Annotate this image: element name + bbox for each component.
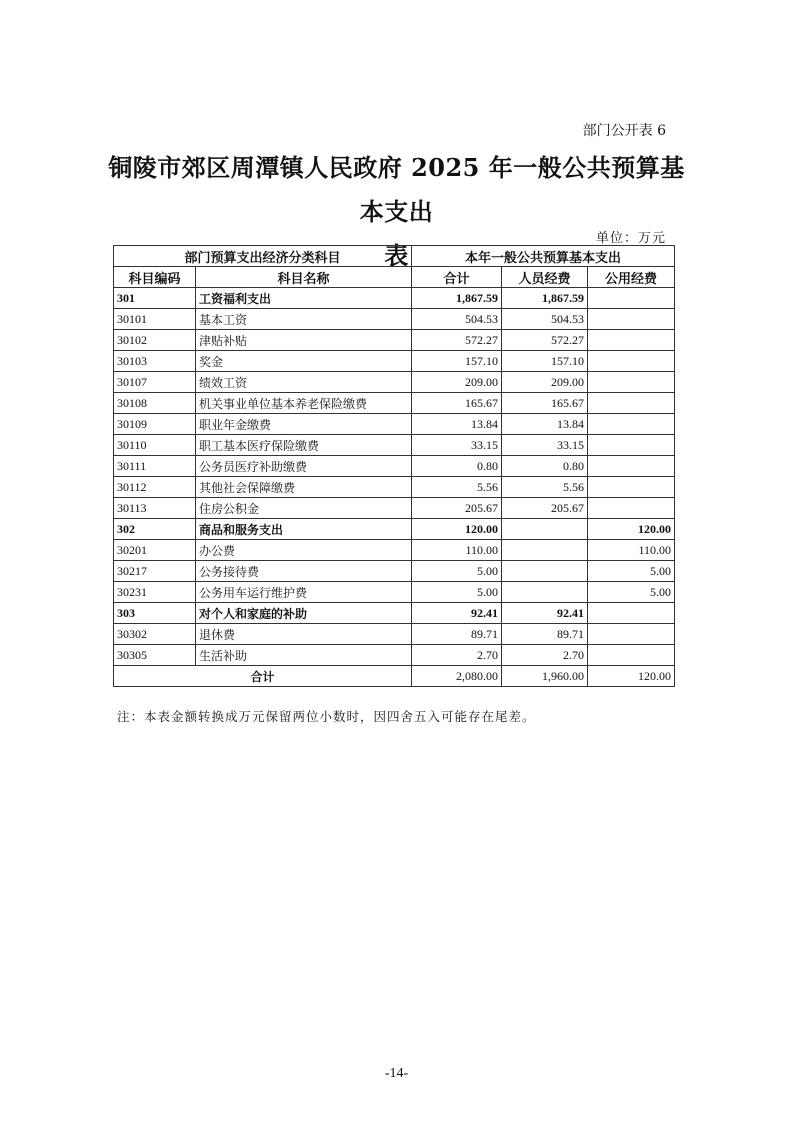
row-public bbox=[588, 477, 675, 498]
row-public: 120.00 bbox=[588, 519, 675, 540]
row-personnel: 0.80 bbox=[502, 456, 588, 477]
row-total: 92.41 bbox=[412, 603, 502, 624]
row-total: 2.70 bbox=[412, 645, 502, 666]
row-personnel: 1,867.59 bbox=[502, 288, 588, 309]
row-personnel bbox=[502, 540, 588, 561]
row-public bbox=[588, 435, 675, 456]
row-total: 209.00 bbox=[412, 372, 502, 393]
row-public bbox=[588, 603, 675, 624]
row-total: 33.15 bbox=[412, 435, 502, 456]
row-public bbox=[588, 351, 675, 372]
row-personnel: 504.53 bbox=[502, 309, 588, 330]
table-row bbox=[114, 477, 675, 498]
row-code: 30103 bbox=[114, 351, 196, 372]
column-header-public: 公用经费 bbox=[588, 267, 675, 288]
row-total: 5.56 bbox=[412, 477, 502, 498]
total-personnel: 1,960.00 bbox=[502, 666, 588, 687]
row-public bbox=[588, 372, 675, 393]
table-body bbox=[114, 288, 675, 666]
group-header-left: 部门预算支出经济分类科目 bbox=[114, 246, 412, 267]
row-name: 公务员医疗补助缴费 bbox=[196, 456, 412, 477]
table-row bbox=[114, 540, 675, 561]
row-code: 30305 bbox=[114, 645, 196, 666]
table-row bbox=[114, 582, 675, 603]
row-code: 30302 bbox=[114, 624, 196, 645]
row-public bbox=[588, 456, 675, 477]
row-name: 对个人和家庭的补助 bbox=[196, 603, 412, 624]
row-name: 住房公积金 bbox=[196, 498, 412, 519]
column-header-name: 科目名称 bbox=[196, 267, 412, 288]
row-name: 公务接待费 bbox=[196, 561, 412, 582]
table-row bbox=[114, 645, 675, 666]
row-total: 205.67 bbox=[412, 498, 502, 519]
table-row bbox=[114, 414, 675, 435]
row-name: 职业年金缴费 bbox=[196, 414, 412, 435]
row-personnel: 92.41 bbox=[502, 603, 588, 624]
row-total: 1,867.59 bbox=[412, 288, 502, 309]
table-column-header bbox=[114, 267, 675, 288]
row-name: 绩效工资 bbox=[196, 372, 412, 393]
footnote: 注：本表金额转换成万元保留两位小数时，因四舍五入可能存在尾差。 bbox=[117, 709, 536, 724]
total-label: 合计 bbox=[114, 666, 412, 687]
title-line-1: 铜陵市郊区周潭镇人民政府 2025 年一般公共预算基本支出 bbox=[108, 153, 685, 226]
total-sum: 2,080.00 bbox=[412, 666, 502, 687]
table-row bbox=[114, 288, 675, 309]
row-public bbox=[588, 645, 675, 666]
row-total: 120.00 bbox=[412, 519, 502, 540]
unit-label: 单位：万元 bbox=[595, 231, 666, 246]
row-total: 0.80 bbox=[412, 456, 502, 477]
row-code: 303 bbox=[114, 603, 196, 624]
row-name: 机关事业单位基本养老保险缴费 bbox=[196, 393, 412, 414]
table-row bbox=[114, 519, 675, 540]
row-code: 30102 bbox=[114, 330, 196, 351]
row-total: 89.71 bbox=[412, 624, 502, 645]
row-personnel: 89.71 bbox=[502, 624, 588, 645]
column-header-personnel: 人员经费 bbox=[502, 267, 588, 288]
row-public bbox=[588, 309, 675, 330]
total-row bbox=[114, 666, 675, 687]
page-number: -14- bbox=[384, 1066, 409, 1081]
row-total: 165.67 bbox=[412, 393, 502, 414]
row-personnel bbox=[502, 582, 588, 603]
row-total: 157.10 bbox=[412, 351, 502, 372]
row-total: 504.53 bbox=[412, 309, 502, 330]
row-personnel: 572.27 bbox=[502, 330, 588, 351]
row-name: 办公费 bbox=[196, 540, 412, 561]
row-name: 基本工资 bbox=[196, 309, 412, 330]
row-personnel bbox=[502, 561, 588, 582]
row-name: 津贴补贴 bbox=[196, 330, 412, 351]
row-personnel: 205.67 bbox=[502, 498, 588, 519]
row-code: 30112 bbox=[114, 477, 196, 498]
row-public bbox=[588, 288, 675, 309]
total-public: 120.00 bbox=[588, 666, 675, 687]
row-code: 30108 bbox=[114, 393, 196, 414]
row-code: 30217 bbox=[114, 561, 196, 582]
row-public bbox=[588, 414, 675, 435]
row-name: 其他社会保障缴费 bbox=[196, 477, 412, 498]
table-row bbox=[114, 372, 675, 393]
table-row bbox=[114, 624, 675, 645]
table-group-header bbox=[114, 246, 675, 267]
table-row bbox=[114, 351, 675, 372]
row-personnel: 157.10 bbox=[502, 351, 588, 372]
column-header-code: 科目编码 bbox=[114, 267, 196, 288]
row-personnel bbox=[502, 519, 588, 540]
table-row bbox=[114, 456, 675, 477]
row-personnel: 209.00 bbox=[502, 372, 588, 393]
page-label: 部门公开表 6 bbox=[582, 123, 666, 139]
row-personnel: 2.70 bbox=[502, 645, 588, 666]
row-public: 110.00 bbox=[588, 540, 675, 561]
row-name: 退休费 bbox=[196, 624, 412, 645]
row-public: 5.00 bbox=[588, 582, 675, 603]
row-code: 301 bbox=[114, 288, 196, 309]
row-name: 工资福利支出 bbox=[196, 288, 412, 309]
row-code: 30101 bbox=[114, 309, 196, 330]
table-row bbox=[114, 498, 675, 519]
row-public bbox=[588, 330, 675, 351]
group-header-right: 本年一般公共预算基本支出 bbox=[412, 246, 675, 267]
row-total: 572.27 bbox=[412, 330, 502, 351]
row-name: 奖金 bbox=[196, 351, 412, 372]
row-name: 商品和服务支出 bbox=[196, 519, 412, 540]
row-public bbox=[588, 624, 675, 645]
table-row bbox=[114, 309, 675, 330]
row-public bbox=[588, 498, 675, 519]
row-code: 302 bbox=[114, 519, 196, 540]
row-name: 公务用车运行维护费 bbox=[196, 582, 412, 603]
table-row bbox=[114, 561, 675, 582]
table-row bbox=[114, 330, 675, 351]
title-line-2: 表 bbox=[384, 241, 409, 270]
row-personnel: 165.67 bbox=[502, 393, 588, 414]
row-name: 生活补助 bbox=[196, 645, 412, 666]
row-code: 30110 bbox=[114, 435, 196, 456]
table-row bbox=[114, 603, 675, 624]
row-public: 5.00 bbox=[588, 561, 675, 582]
row-personnel: 5.56 bbox=[502, 477, 588, 498]
budget-table bbox=[113, 245, 675, 687]
row-total: 5.00 bbox=[412, 582, 502, 603]
row-public bbox=[588, 393, 675, 414]
row-total: 110.00 bbox=[412, 540, 502, 561]
row-code: 30113 bbox=[114, 498, 196, 519]
table-row bbox=[114, 393, 675, 414]
row-code: 30107 bbox=[114, 372, 196, 393]
row-code: 30111 bbox=[114, 456, 196, 477]
row-code: 30109 bbox=[114, 414, 196, 435]
row-total: 5.00 bbox=[412, 561, 502, 582]
table-row bbox=[114, 435, 675, 456]
row-total: 13.84 bbox=[412, 414, 502, 435]
row-personnel: 13.84 bbox=[502, 414, 588, 435]
row-personnel: 33.15 bbox=[502, 435, 588, 456]
column-header-total: 合计 bbox=[412, 267, 502, 288]
row-code: 30201 bbox=[114, 540, 196, 561]
row-code: 30231 bbox=[114, 582, 196, 603]
row-name: 职工基本医疗保险缴费 bbox=[196, 435, 412, 456]
